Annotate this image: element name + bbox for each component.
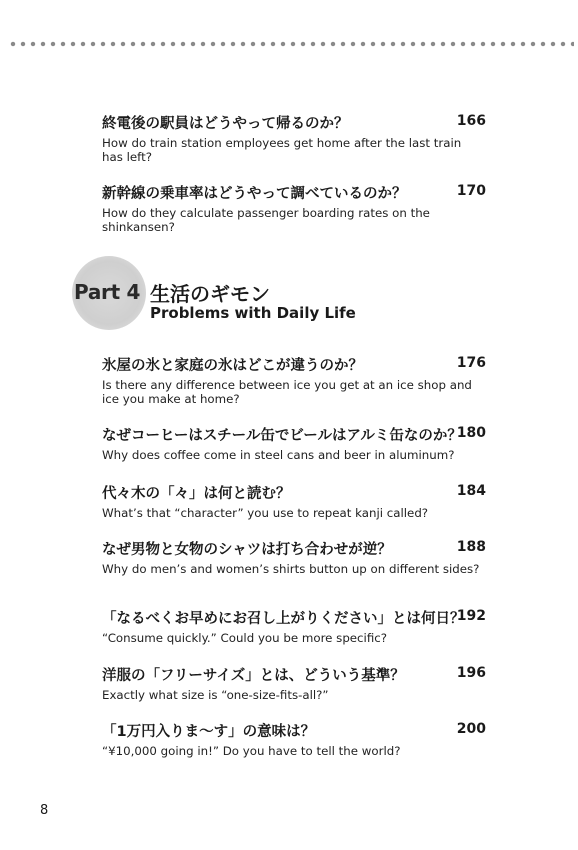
toc-entry[interactable] xyxy=(102,720,490,758)
entry-title-jp: 氷屋の氷と家庭の氷はどこが違うのか？ xyxy=(102,358,363,374)
toc-entry[interactable] xyxy=(102,112,490,164)
part-title-en: Problems with Daily Life xyxy=(150,304,356,322)
entry-title-en: Why do men’s and women’s shirts button up on different sides? xyxy=(102,562,480,576)
entry-page-number: 184 xyxy=(456,483,486,499)
entry-page-number: 166 xyxy=(456,113,486,129)
entry-page-number: 180 xyxy=(456,425,486,441)
entry-title-en: Why does coffee come in steel cans and beer in aluminum? xyxy=(102,448,455,462)
entry-title-jp: 終電後の駅員はどうやって帰るのか？ xyxy=(102,116,349,132)
entry-title-en: How do train station employees get home after the last train has left? xyxy=(102,136,462,164)
part-label: Part 4 xyxy=(74,280,141,304)
entry-page-number: 192 xyxy=(456,608,486,624)
entry-title-jp: 「1万円入りま〜す」の意味は？ xyxy=(102,724,316,740)
toc-entry[interactable] xyxy=(102,538,490,576)
part-title-jp: 生活のギモン xyxy=(150,282,270,306)
toc-entry[interactable] xyxy=(102,482,490,520)
entry-page-number: 196 xyxy=(456,665,486,681)
toc-entry[interactable] xyxy=(102,607,490,645)
entry-title-jp: 洋服の「フリーサイズ」とは、どういう基準？ xyxy=(102,668,405,684)
toc-entry[interactable] xyxy=(102,354,490,406)
entry-page-number: 176 xyxy=(456,355,486,371)
entry-title-en: Is there any difference between ice you get at an ice shop and ice you make at home? xyxy=(102,378,472,406)
page-number: 8 xyxy=(40,803,49,818)
entry-page-number: 170 xyxy=(456,183,486,199)
entry-title-en: How do they calculate passenger boarding rates on the shinkansen? xyxy=(102,206,430,234)
dotted-header-rule xyxy=(8,40,574,48)
entry-title-jp: なぜコーヒーはスチール缶でビールはアルミ缶なのか？ xyxy=(102,428,462,444)
part-heading xyxy=(68,256,508,336)
entry-title-en: What’s that “character” you use to repeat kanji called? xyxy=(102,506,429,520)
entry-title-jp: 「なるべくお早めにお召し上がりください」とは何日？ xyxy=(102,611,465,627)
toc-entry[interactable] xyxy=(102,182,490,234)
entry-title-jp: 新幹線の乗車率はどうやって調べているのか？ xyxy=(102,186,407,202)
entry-title-en: “Consume quickly.” Could you be more specific? xyxy=(102,631,388,645)
entry-page-number: 200 xyxy=(456,721,486,737)
entry-title-jp: なぜ男物と女物のシャツは打ち合わせが逆？ xyxy=(102,542,392,558)
toc-entry[interactable] xyxy=(102,424,490,462)
entry-title-jp: 代々木の「々」は何と読む？ xyxy=(102,486,291,502)
entry-page-number: 188 xyxy=(456,539,486,555)
entry-title-en: “¥10,000 going in!” Do you have to tell the world? xyxy=(102,744,401,758)
toc-entry[interactable] xyxy=(102,664,490,702)
entry-title-en: Exactly what size is “one-size-fits-all?” xyxy=(102,688,329,702)
